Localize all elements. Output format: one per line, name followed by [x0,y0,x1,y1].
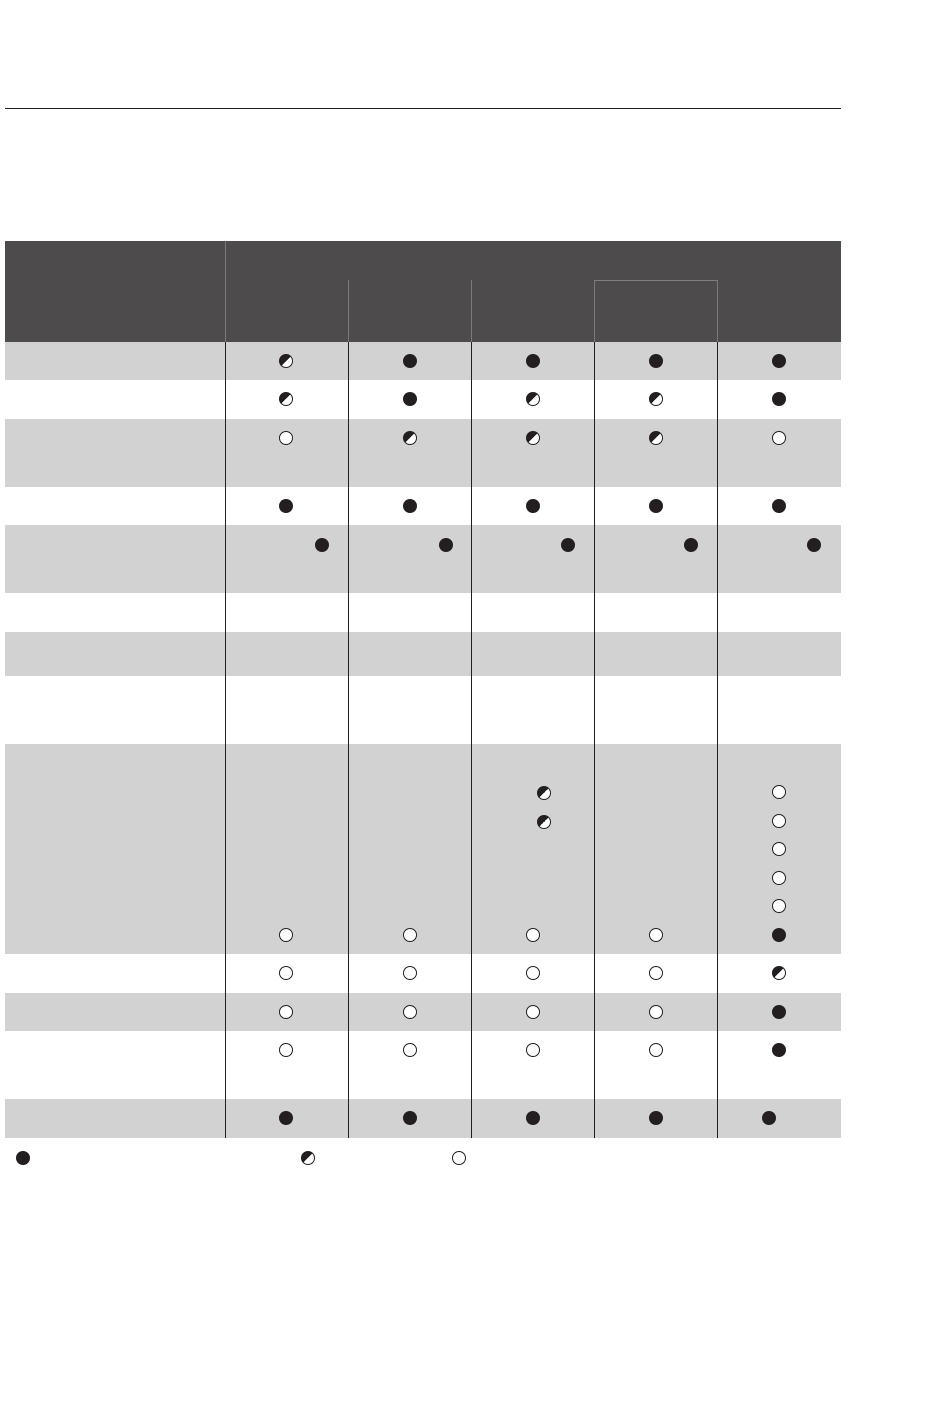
rating-mark-full [772,392,786,406]
legend-mark-full [16,1151,30,1165]
rating-mark-full [403,1111,417,1125]
rating-mark-none [772,431,786,445]
rating-mark-full [649,354,663,368]
rating-mark-full [403,499,417,513]
legend-mark-partial [301,1151,315,1165]
rating-mark-full [279,1111,293,1125]
table-row [5,993,841,1031]
rating-mark-full [403,354,417,368]
rating-mark-full [279,499,293,513]
rating-mark-partial [526,392,540,406]
legend-mark-none [452,1151,466,1165]
rating-mark-none [279,1005,293,1019]
rating-mark-none [279,966,293,980]
rating-mark-none [526,928,540,942]
rating-mark-none [279,1043,293,1057]
rating-mark-full [772,499,786,513]
rating-mark-partial [649,431,663,445]
rating-mark-none [403,966,417,980]
rating-mark-full [439,538,453,552]
rating-mark-full [649,499,663,513]
table-row [5,676,841,744]
rating-mark-full [762,1111,776,1125]
rating-mark-none [649,928,663,942]
rating-mark-full [403,392,417,406]
rating-mark-full [526,499,540,513]
table-row [5,744,841,954]
rating-mark-full [772,1043,786,1057]
rating-mark-none [526,1043,540,1057]
table-header-top [5,241,841,281]
header-divider [348,280,349,342]
rating-mark-partial [772,966,786,980]
column-divider [471,342,472,1138]
header-divider [471,280,472,342]
rating-mark-partial [537,786,551,800]
rating-mark-none [403,928,417,942]
table-row [5,632,841,676]
rating-mark-partial [526,431,540,445]
table-row [5,954,841,993]
rating-mark-partial [279,392,293,406]
column-divider [348,342,349,1138]
rating-mark-full [684,538,698,552]
rating-mark-partial [537,815,551,829]
rating-mark-none [279,431,293,445]
table-row [5,1031,841,1099]
table-row [5,487,841,525]
rating-mark-none [279,928,293,942]
header-divider [717,280,718,342]
rating-mark-none [772,785,786,799]
rating-mark-full [649,1111,663,1125]
table-row [5,525,841,593]
rating-mark-none [526,1005,540,1019]
rating-mark-none [403,1043,417,1057]
rating-mark-full [561,538,575,552]
rating-mark-none [526,966,540,980]
rating-mark-none [649,1043,663,1057]
rating-mark-full [772,1005,786,1019]
rating-mark-none [403,1005,417,1019]
table-row [5,1099,841,1138]
table-row [5,593,841,632]
table-row [5,380,841,419]
rating-mark-none [772,871,786,885]
rating-mark-partial [279,354,293,368]
rating-mark-none [649,966,663,980]
rating-mark-full [526,354,540,368]
highlighted-column-header [594,280,717,342]
highlighted-column-edge [594,280,717,281]
column-divider [225,342,226,1138]
rating-mark-partial [649,392,663,406]
rating-mark-full [772,928,786,942]
rating-mark-full [315,538,329,552]
rating-mark-full [807,538,821,552]
header-divider [225,241,226,342]
rating-mark-full [772,354,786,368]
table-row [5,342,841,380]
column-divider [594,342,595,1138]
top-rule [5,108,841,109]
column-divider [717,342,718,1138]
rating-mark-partial [403,431,417,445]
rating-mark-none [772,814,786,828]
rating-mark-full [526,1111,540,1125]
header-divider [594,280,595,342]
rating-mark-none [649,1005,663,1019]
table-row [5,419,841,487]
